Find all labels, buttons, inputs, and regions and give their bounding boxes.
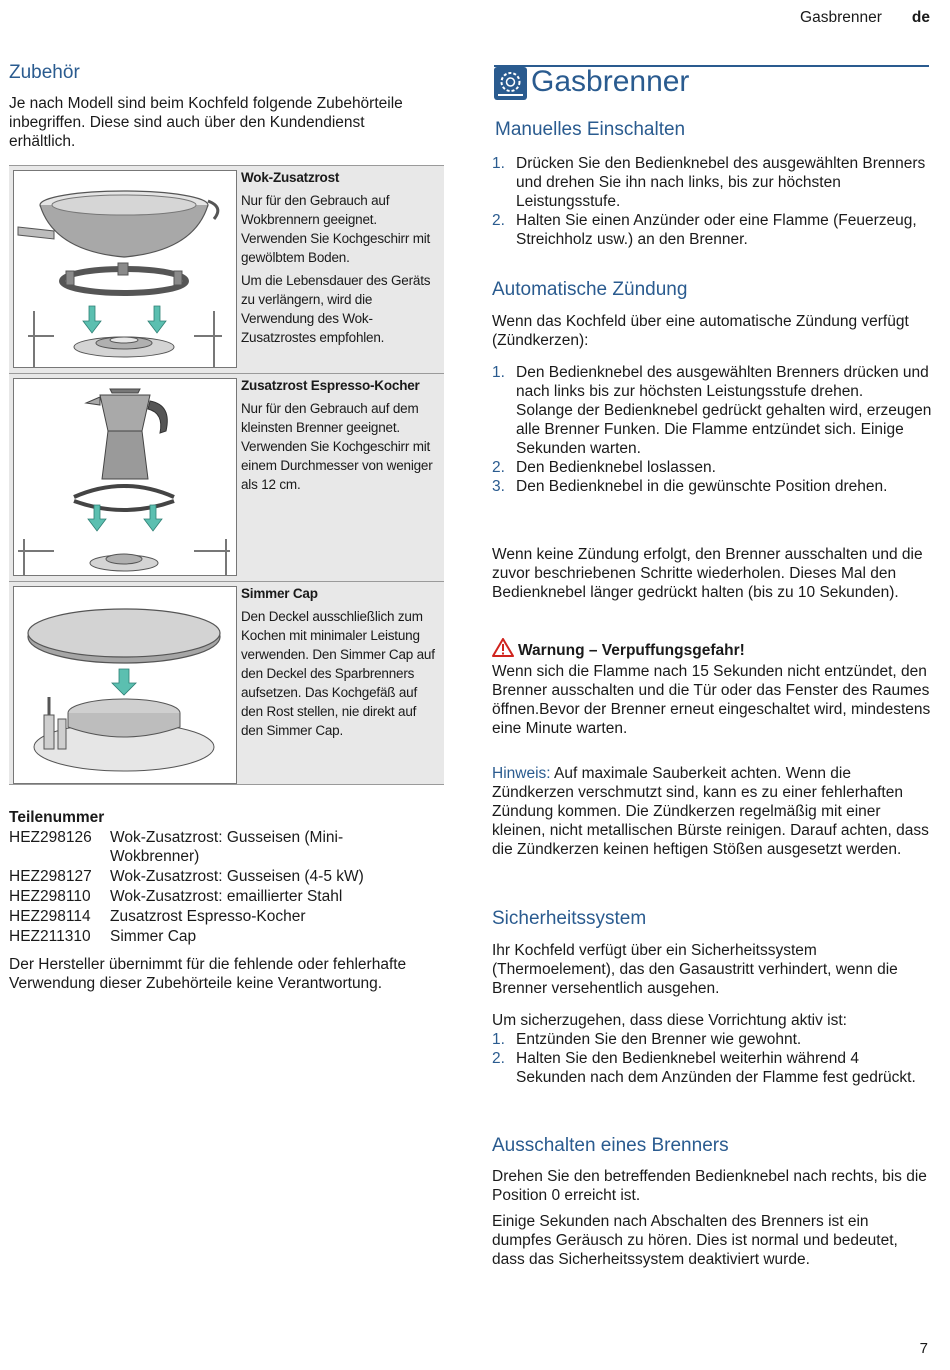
- part-number-list: [9, 808, 444, 946]
- gasbrenner-title-block: [494, 63, 929, 101]
- list-item: 3. Den Bedienknebel in die gewünschte Position drehen.: [492, 478, 888, 495]
- list-item: 2. Halten Sie einen Anzünder oder eine Flamme (Feuerzeug, Streichholz usw.) an den Brenner.: [492, 212, 917, 248]
- zubehoer-intro: Je nach Modell sind beim Kochfeld folgende Zubehörteile inbegriffen. Diese sind auch über den Kundendienst erhältlich.: [9, 95, 403, 150]
- part-desc: Zusatzrost Espresso-Kocher: [110, 908, 306, 925]
- header-section: Gasbrenner: [800, 9, 882, 26]
- wok-desc-1: Nur für den Gebrauch auf Wokbrennern geeignet. Verwenden Sie Kochgeschirr mit gewölbtem Boden.: [241, 193, 431, 265]
- part-code: HEZ298127: [9, 868, 92, 885]
- part-code: HEZ298114: [9, 908, 91, 925]
- safety-check-intro: Um sicherzugehen, dass diese Vorrichtung aktiv ist:: [492, 1012, 847, 1029]
- burner-off-text: Drehen Sie den betreffenden Bedienknebel nach rechts, bis die Position 0 erreicht ist.: [492, 1168, 927, 1204]
- espresso-title: Zusatzrost Espresso-Kocher: [241, 378, 420, 393]
- simmer-cap-illustration: [13, 586, 237, 784]
- page-header: [800, 8, 930, 27]
- part-code: HEZ211310: [9, 928, 91, 945]
- part-desc: Wok-Zusatzrost: Gusseisen (4-5 kW): [110, 868, 364, 885]
- part-desc: Wok-Zusatzrost: emaillierter Stahl: [110, 888, 343, 905]
- wok-text: [241, 168, 441, 347]
- part-row: [9, 927, 444, 946]
- safety-system-text: Ihr Kochfeld verfügt über ein Sicherheitssystem (Thermoelement), das den Gasaustritt verhindert, wenn die Brenner versehentlich ausgehen.: [492, 942, 898, 997]
- part-row: [9, 828, 444, 866]
- part-code: HEZ298126: [9, 829, 92, 846]
- manufacturer-disclaimer: Der Hersteller übernimmt für die fehlende oder fehlerhafte Verwendung dieser Zubehörteile keine Verantwortung.: [9, 956, 407, 992]
- part-row: [9, 887, 444, 906]
- burner-off-sound-text: Einige Sekunden nach Abschalten des Brenners ist ein dumpfes Geräusch zu hören. Dies ist normal und bedeutet, dass das Sicherheitssystem deaktiviert wurde.: [492, 1213, 898, 1268]
- wok-title: Wok-Zusatzrost: [241, 170, 340, 185]
- gasbrenner-title: Gasbrenner: [531, 65, 690, 98]
- accessory-row-espresso: [9, 373, 444, 581]
- safety-check-steps: [492, 1030, 932, 1087]
- accessory-row-wok: [9, 165, 444, 373]
- list-item: 1. Den Bedienknebel des ausgewählten Brenners drücken und nach links bis zur höchsten Leistungsstufe drehen. Solange der Bedienknebel gedrückt gehalten wird, erzeugen alle Brenner Funken. Die Flamme entzündet sich. Einige Sekunden warten.: [492, 364, 932, 457]
- header-language: de: [911, 9, 930, 26]
- part-number-heading: Teilenummer: [9, 809, 105, 826]
- ignition-retry-text: Wenn keine Zündung erfolgt, den Brenner ausschalten und die zuvor beschriebenen Schritte wiederholen. Dieses Mal den Bedienknebel länger gedrückt halten (bis zu 10 Sekunden).: [492, 546, 923, 601]
- part-row: [9, 907, 444, 926]
- espresso-text: [241, 376, 441, 494]
- part-code: HEZ298110: [9, 888, 91, 905]
- list-item: 2. Den Bedienknebel loslassen.: [492, 459, 716, 476]
- warning-title: Warnung – Verpuffungsgefahr!: [492, 638, 932, 662]
- espresso-illustration: [13, 378, 237, 576]
- note-label: Hinweis:: [492, 765, 551, 782]
- wok-desc-2: Um die Lebensdauer des Geräts zu verlängern, wird die Verwendung des Wok-Zusatzrostes empfohlen.: [241, 273, 431, 345]
- list-item: 1. Drücken Sie den Bedienknebel des ausgewählten Brenners und drehen Sie ihn nach links, bis zur höchsten Leistungsstufe.: [492, 155, 926, 210]
- part-row: [9, 867, 444, 886]
- auto-ignition-intro: Wenn das Kochfeld über eine automatische Zündung verfügt (Zündkerzen):: [492, 313, 909, 349]
- part-desc: Simmer Cap: [110, 928, 197, 945]
- warning-block: [492, 638, 932, 738]
- note-text: Auf maximale Sauberkeit achten. Wenn die Zündkerzen verschmutzt sind, kann es zu einer fehlerhaften Zündung kommen. Die Zündkerzen regelmäßig mit einer kleinen, nicht metallischen Bürste reinigen. Darauf achten, dass die Zündkerzen keinen heftigen Stößen ausgesetzt werden.: [492, 765, 929, 858]
- accessory-row-simmer-cap: [9, 581, 444, 785]
- note-block: [492, 764, 932, 859]
- list-item: 1. Entzünden Sie den Brenner wie gewohnt.: [492, 1031, 802, 1048]
- auto-ignition-heading: Automatische Zündung: [492, 279, 688, 300]
- espresso-desc: Nur für den Gebrauch auf dem kleinsten Brenner geeignet. Verwenden Sie Kochgeschirr mit einem Durchmesser von weniger als 12 cm.: [241, 401, 433, 492]
- warning-text: Wenn sich die Flamme nach 15 Sekunden nicht entzündet, den Brenner ausschalten und die Tür oder das Fenster des Raumes öffnen.Bevor der Brenner erneut eingeschaltet wird, mindestens eine Minute warten.: [492, 663, 931, 737]
- page-number: 7: [919, 1340, 928, 1357]
- simmer-cap-desc: Den Deckel ausschließlich zum Kochen mit minimaler Leistung verwenden. Den Simmer Cap auf den Deckel des Sparbrenners aufsetzen. Das Kochgefäß auf den Rost stellen, nie direkt auf den Simmer Cap.: [241, 609, 435, 738]
- simmer-cap-title: Simmer Cap: [241, 586, 318, 601]
- zubehoer-heading: Zubehör: [9, 62, 80, 83]
- warning-icon: [492, 638, 514, 662]
- wok-illustration: [13, 170, 237, 368]
- part-desc: Wok-Zusatzrost: Gusseisen (Mini-Wokbrenner): [110, 829, 344, 865]
- safety-system-heading: Sicherheitssystem: [492, 908, 647, 929]
- manual-ignition-steps: [492, 154, 932, 249]
- burner-off-heading: Ausschalten eines Brenners: [492, 1135, 729, 1156]
- simmer-cap-text: [241, 584, 441, 740]
- list-item: 2. Halten Sie den Bedienknebel weiterhin während 4 Sekunden nach dem Anzünden der Flamme fest gedrückt.: [492, 1050, 916, 1086]
- auto-ignition-steps: [492, 363, 932, 496]
- burner-icon: [494, 67, 527, 100]
- manual-ignition-heading: Manuelles Einschalten: [495, 119, 686, 140]
